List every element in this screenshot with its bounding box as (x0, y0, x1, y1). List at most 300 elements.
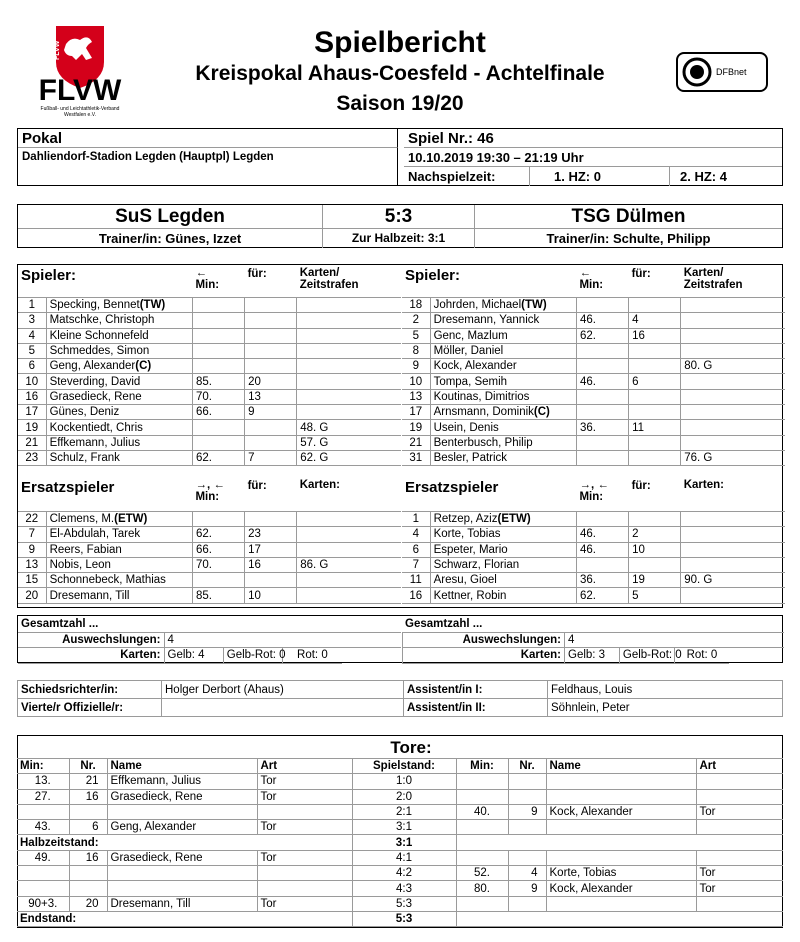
player-number: 19 (18, 420, 46, 435)
cards-label: Karten: (18, 648, 164, 663)
empty-cell (456, 911, 783, 926)
goals-col-header: Min: (456, 759, 508, 774)
score-state: 4:2 (352, 866, 456, 881)
referee-name: Holger Derbort (Ahaus) (162, 681, 404, 699)
player-row (402, 298, 785, 313)
lineup-header (18, 265, 401, 297)
player-name-text: Schonnebeck, Mathias (49, 574, 166, 587)
player-card (297, 359, 401, 374)
sub-minute (576, 359, 628, 374)
sub-minute: 70. (192, 389, 244, 404)
player-name (46, 557, 192, 572)
away-totals (402, 632, 784, 664)
sub-for: 7 (245, 450, 297, 465)
player-name (430, 557, 576, 572)
player-row (18, 389, 401, 404)
home-goal-scorer: Grasedieck, Rene (107, 850, 257, 865)
player-name-text: Matschke, Christoph (49, 314, 155, 327)
player-name-text: Besler, Patrick (433, 452, 508, 465)
sub-minute (192, 343, 244, 358)
away-lineup (402, 265, 785, 466)
home-goal-scorer: Geng, Alexander (107, 820, 257, 835)
player-name (46, 389, 192, 404)
player-row (402, 389, 785, 404)
goals-header-row (17, 759, 783, 774)
sub-minute (192, 573, 244, 588)
player-number: 6 (18, 359, 46, 374)
player-row (18, 450, 401, 465)
player-name-text: Tompa, Semih (433, 375, 508, 388)
lineup-header (402, 477, 785, 511)
cards-label: Karten: (403, 648, 565, 663)
away-goal-scorer (546, 850, 696, 865)
player-name-text: Kleine Schonnefeld (49, 329, 149, 342)
away-goal-scorer (546, 774, 696, 789)
sub-for (245, 420, 297, 435)
away-goal-type (696, 820, 783, 835)
player-name (46, 542, 192, 557)
extra-time-ht1: 1. HZ: 0 (530, 167, 670, 186)
dfb-emblem-icon (682, 57, 712, 87)
player-card (297, 588, 401, 603)
player-number: 17 (402, 405, 430, 420)
subs-label: Auswechslungen: (403, 633, 565, 648)
player-card (681, 512, 785, 527)
home-goal-number: 16 (69, 850, 107, 865)
away-goal-type: Tor (696, 866, 783, 881)
sub-for (629, 405, 681, 420)
away-goal-minute (456, 789, 508, 804)
player-name-text: Clemens, M. (49, 513, 115, 526)
goal-row (17, 789, 783, 804)
lineup-block (402, 265, 785, 466)
home-goal-minute (17, 804, 69, 819)
home-red: Rot: 0 (283, 648, 342, 663)
sub-for (245, 343, 297, 358)
player-row (402, 328, 785, 343)
home-goal-type (257, 881, 352, 896)
player-name-text: Aresu, Gioel (433, 574, 497, 587)
home-goal-type: Tor (257, 774, 352, 789)
goals-box (17, 735, 783, 928)
season-title: Saison 19/20 (336, 92, 464, 115)
player-number: 4 (18, 328, 46, 343)
empty-cell (456, 835, 783, 850)
home-goal-scorer: Grasedieck, Rene (107, 789, 257, 804)
sub-minute (576, 343, 628, 358)
player-number: 7 (18, 527, 46, 542)
away-goal-number (508, 820, 546, 835)
home-goal-minute (17, 866, 69, 881)
player-name (430, 405, 576, 420)
player-card (297, 374, 401, 389)
player-card: 57. G (297, 435, 401, 450)
player-card (681, 389, 785, 404)
sub-for: 16 (629, 328, 681, 343)
player-card (681, 542, 785, 557)
player-name-text: Usein, Denis (433, 421, 499, 434)
player-number: 7 (402, 557, 430, 572)
sub-minute (192, 298, 244, 313)
sub-for (629, 450, 681, 465)
away-goal-number (508, 789, 546, 804)
player-card (297, 313, 401, 328)
player-number: 9 (18, 542, 46, 557)
player-card (681, 527, 785, 542)
extra-time-label: Nachspielzeit: (404, 167, 530, 186)
player-name (46, 343, 192, 358)
away-goal-type (696, 774, 783, 789)
for-header: für: (247, 268, 267, 280)
sub-for (629, 512, 681, 527)
home-yellowred: Gelb-Rot: 0 (223, 648, 282, 663)
away-goal-number: 9 (508, 881, 546, 896)
game-number: Spiel Nr.: 46 (404, 129, 782, 148)
sub-for (245, 298, 297, 313)
player-card (297, 573, 401, 588)
lineup-block (402, 477, 785, 604)
player-name (430, 435, 576, 450)
player-name (46, 405, 192, 420)
sub-for (245, 313, 297, 328)
sub-for (629, 359, 681, 374)
player-number: 20 (18, 588, 46, 603)
player-role-tag: (ETW) (114, 513, 148, 526)
player-number: 21 (402, 435, 430, 450)
away-goal-number: 9 (508, 804, 546, 819)
home-lineup (18, 265, 401, 466)
player-name (46, 527, 192, 542)
fourth-official-label: Vierte/r Offizielle/r: (18, 699, 162, 717)
extra-time-ht2: 2. HZ: 4 (680, 169, 727, 184)
player-role-tag: (C) (135, 360, 152, 373)
player-name (46, 573, 192, 588)
away-goal-minute: 52. (456, 866, 508, 881)
goals-col-header: Nr. (508, 759, 546, 774)
sub-minute: 36. (576, 420, 628, 435)
away-goal-number (508, 896, 546, 911)
lineup-heading: Spieler: (405, 267, 461, 284)
sub-for: 11 (629, 420, 681, 435)
sub-minute: 66. (192, 542, 244, 557)
player-card: 48. G (297, 420, 401, 435)
player-name-text: Günes, Deniz (49, 406, 120, 419)
away-team: TSG Dülmen (475, 205, 782, 229)
away-goal-scorer: Kock, Alexander (546, 804, 696, 819)
sub-minute: 46. (576, 313, 628, 328)
player-number: 13 (402, 389, 430, 404)
player-name (46, 298, 192, 313)
player-row (402, 343, 785, 358)
player-row (402, 588, 785, 603)
goals-col-header: Art (257, 759, 352, 774)
sub-for (245, 359, 297, 374)
endscore-value: 5:3 (352, 911, 456, 926)
sub-for: 19 (629, 573, 681, 588)
player-name-text: Schulz, Frank (49, 452, 120, 465)
away-goal-minute (456, 774, 508, 789)
sub-for: 6 (629, 374, 681, 389)
player-card (681, 298, 785, 313)
lineup-rows (402, 297, 785, 466)
home-yellow: Gelb: 4 (164, 648, 223, 663)
sub-for: 23 (245, 527, 297, 542)
away-goal-type (696, 850, 783, 865)
cards-header: Karten/ Zeitstrafen (683, 267, 743, 291)
player-name-text: Retzep, Aziz (433, 513, 498, 526)
player-name (430, 420, 576, 435)
referee-label: Schiedsrichter/in: (18, 681, 162, 699)
player-card: 76. G (681, 450, 785, 465)
player-name (46, 420, 192, 435)
score-state: 2:1 (352, 804, 456, 819)
officials-table (17, 680, 783, 717)
home-coach: Trainer/in: Günes, Izzet (18, 229, 323, 248)
player-card: 86. G (297, 557, 401, 572)
assistant2-name: Söhnlein, Peter (548, 699, 783, 717)
sub-minute (192, 435, 244, 450)
lineup-rows (18, 511, 401, 604)
score-state: 1:0 (352, 774, 456, 789)
home-goal-type (257, 866, 352, 881)
assistant1-name: Feldhaus, Louis (548, 681, 783, 699)
goals-title: Tore: (390, 738, 432, 757)
lineups-box (17, 264, 783, 608)
player-card (681, 343, 785, 358)
player-name-text: El-Abdulah, Tarek (49, 528, 141, 541)
player-number: 21 (18, 435, 46, 450)
away-subs-count: 4 (565, 633, 785, 648)
halftime-score: Zur Halbzeit: 3:1 (323, 229, 475, 248)
player-name-text: Dresemann, Yannick (433, 314, 540, 327)
goal-row (17, 881, 783, 896)
player-name (430, 389, 576, 404)
sub-minute (576, 435, 628, 450)
minute-header: →, ← Min: (195, 479, 225, 503)
lineup-header (18, 477, 401, 511)
goal-row (17, 835, 783, 850)
player-role-tag: (TW) (139, 299, 166, 312)
sub-for (629, 298, 681, 313)
home-goal-scorer: Effkemann, Julius (107, 774, 257, 789)
minute-header: ← Min: (195, 267, 220, 291)
player-name-text: Möller, Daniel (433, 345, 504, 358)
away-goal-minute (456, 820, 508, 835)
goal-row (17, 911, 783, 926)
player-name (46, 374, 192, 389)
sub-minute (576, 557, 628, 572)
home-goal-number (69, 866, 107, 881)
flvw-logo (30, 22, 130, 122)
player-name (430, 573, 576, 588)
home-goal-type (257, 804, 352, 819)
sub-minute: 70. (192, 557, 244, 572)
home-goal-type: Tor (257, 820, 352, 835)
goal-row (17, 866, 783, 881)
lineup-rows (18, 297, 401, 466)
away-goal-scorer: Kock, Alexander (546, 881, 696, 896)
sub-minute: 46. (576, 542, 628, 557)
assistant2-label: Assistent/in II: (404, 699, 548, 717)
competition-title: Kreispokal Ahaus-Coesfeld - Achtelfinale (195, 62, 605, 85)
home-goal-minute: 27. (17, 789, 69, 804)
player-row (18, 374, 401, 389)
home-subs-count: 4 (164, 633, 401, 648)
player-number: 16 (18, 389, 46, 404)
player-name (430, 328, 576, 343)
player-name (430, 359, 576, 374)
player-name (430, 374, 576, 389)
goal-row (17, 774, 783, 789)
final-score: 5:3 (323, 205, 475, 229)
sub-for (629, 435, 681, 450)
sub-minute: 66. (192, 405, 244, 420)
halftime-score-value: 3:1 (352, 835, 456, 850)
player-row (402, 359, 785, 374)
player-name-text: Arnsmann, Dominik (433, 406, 534, 419)
away-coach: Trainer/in: Schulte, Philipp (546, 231, 711, 246)
away-total-label: Gesamtzahl ... (405, 618, 483, 630)
player-name (46, 313, 192, 328)
player-name-text: Effkemann, Julius (49, 436, 141, 449)
svg-text:FLVW: FLVW (54, 40, 61, 60)
player-name-text: Geng, Alexander (49, 360, 136, 373)
player-row (402, 313, 785, 328)
player-row (18, 573, 401, 588)
sub-for: 13 (245, 389, 297, 404)
sub-minute: 46. (576, 527, 628, 542)
for-header: für: (247, 480, 267, 492)
sub-for: 5 (629, 588, 681, 603)
player-row (402, 573, 785, 588)
goal-row (17, 896, 783, 911)
player-name (430, 450, 576, 465)
home-goal-number: 6 (69, 820, 107, 835)
goals-table (17, 758, 783, 927)
halftime-label: Halbzeitstand: (17, 835, 352, 850)
player-card (297, 343, 401, 358)
totals-box (17, 615, 783, 663)
player-name-text: Koutinas, Dimitrios (433, 390, 530, 403)
sub-minute (576, 405, 628, 420)
player-card (681, 405, 785, 420)
sub-minute: 62. (576, 328, 628, 343)
player-name-text: Kettner, Robin (433, 589, 507, 602)
player-row (18, 512, 401, 527)
home-goal-type: Tor (257, 850, 352, 865)
player-name (46, 450, 192, 465)
sub-for: 17 (245, 542, 297, 557)
lineup-header (402, 265, 785, 297)
player-role-tag: (TW) (521, 299, 547, 312)
page-title: Spielbericht (314, 26, 486, 59)
player-row (18, 435, 401, 450)
fourth-official-name (162, 699, 404, 717)
sub-minute: 85. (192, 588, 244, 603)
competition-type: Pokal (18, 129, 398, 148)
player-name-text: Schmeddes, Simon (49, 345, 150, 358)
home-goal-type: Tor (257, 789, 352, 804)
player-name-text: Specking, Bennet (49, 299, 140, 312)
player-number: 22 (18, 512, 46, 527)
player-card: 80. G (681, 359, 785, 374)
player-number: 9 (402, 359, 430, 374)
home-goal-minute: 13. (17, 774, 69, 789)
player-row (18, 588, 401, 603)
player-number: 1 (402, 512, 430, 527)
cards-header: Karten/ Zeitstrafen (299, 267, 359, 291)
goals-col-header: Min: (17, 759, 69, 774)
player-name-text: Dresemann, Till (49, 589, 130, 602)
player-row (18, 343, 401, 358)
minute-header: →, ← Min: (579, 479, 609, 503)
player-card (681, 420, 785, 435)
player-name-text: Kock, Alexander (433, 360, 517, 373)
score-state: 3:1 (352, 820, 456, 835)
sub-for (245, 328, 297, 343)
goals-col-header: Spielstand: (352, 759, 456, 774)
lineup-heading: Ersatzspieler (21, 479, 115, 496)
player-row (18, 420, 401, 435)
sub-for: 16 (245, 557, 297, 572)
home-team: SuS Legden (18, 205, 323, 229)
away-goal-scorer (546, 789, 696, 804)
home-goal-minute: 90+3. (17, 896, 69, 911)
home-goal-minute: 43. (17, 820, 69, 835)
sub-minute (192, 328, 244, 343)
sub-for (629, 389, 681, 404)
away-goal-minute (456, 896, 508, 911)
goals-col-header: Name (107, 759, 257, 774)
score-state: 4:1 (352, 850, 456, 865)
sub-minute (192, 420, 244, 435)
player-name-text: Steverding, David (49, 375, 141, 388)
sub-for: 10 (245, 588, 297, 603)
sub-minute: 62. (576, 588, 628, 603)
sub-for (245, 435, 297, 450)
player-name (46, 435, 192, 450)
cards-header: Karten: (683, 479, 724, 491)
player-row (402, 542, 785, 557)
player-name (430, 343, 576, 358)
sub-for: 2 (629, 527, 681, 542)
for-header: für: (631, 480, 651, 492)
player-row (18, 359, 401, 374)
player-number: 31 (402, 450, 430, 465)
sub-minute: 62. (192, 527, 244, 542)
player-name (430, 313, 576, 328)
sub-minute (192, 359, 244, 374)
player-card: 62. G (297, 450, 401, 465)
sub-for: 4 (629, 313, 681, 328)
sub-minute (576, 298, 628, 313)
lineup-heading: Spieler: (21, 267, 77, 284)
player-card (681, 313, 785, 328)
player-card (681, 328, 785, 343)
player-name (430, 542, 576, 557)
player-name-text: Genc, Mazlum (433, 329, 508, 342)
lineup-block (18, 265, 401, 466)
lineup-rows (402, 511, 785, 604)
away-yellowred: Gelb-Rot: 0 (619, 648, 674, 663)
home-goal-scorer (107, 804, 257, 819)
home-totals (18, 632, 401, 664)
player-role-tag: (C) (533, 406, 550, 419)
player-number: 4 (402, 527, 430, 542)
player-card (297, 298, 401, 313)
away-goal-scorer (546, 896, 696, 911)
sub-for: 10 (629, 542, 681, 557)
